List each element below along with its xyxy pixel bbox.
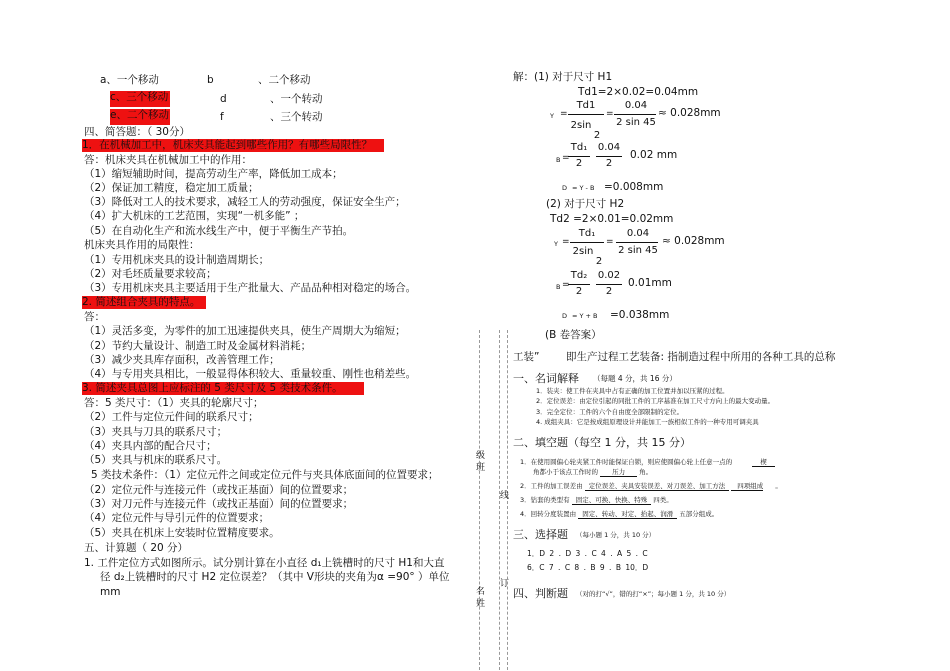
result: 0.02 mm (630, 149, 678, 161)
tech-condition-item: （3）对刀元件与连接元件（或找正基面）间的位置要求； (84, 498, 354, 510)
fill-q1: 1．在使用圆偏心轮夹紧工件时能保证自锁，则应使圆偏心轮上任意一点的 楔 (520, 458, 775, 467)
blank: 定位误差、夹具安装误差、对刀误差、加工方法 (585, 482, 730, 491)
section-3-note: （每小题 1 分，共 10 分） (576, 531, 656, 539)
section-2-title: 二、填空题（每空 1 分，共 15 分） (513, 436, 691, 449)
td2-line: Td2 =2×0.01=0.02mm (550, 213, 674, 225)
fill-q2: 2．工件的加工误差由 定位误差、夹具安装误差、对刀误差、加工方法 四项组成 。 (520, 482, 782, 490)
fraction-numerator: 0.04 (624, 100, 648, 111)
answer-2-item: （2）节约大量设计、制造工时及金属材料消耗； (84, 340, 312, 352)
symbol-b: B (556, 156, 561, 164)
calc-question-line: mm (100, 586, 121, 598)
fraction-numerator: Td₁ (570, 142, 588, 153)
class-label: 级班 (476, 451, 486, 473)
answer-1-item: （1）缩短辅助时间，提高劳动生产率，降低加工成本； (84, 168, 343, 180)
gongzhuang-definition: 即生产过程工艺装备: 指制造过程中所用的各种工具的总称 (566, 351, 836, 363)
question-2: 2. 简述组合夹具的特点。 (82, 296, 206, 309)
fraction-denominator: 2 sin 45 (618, 245, 658, 256)
question-1: 1．在机械加工中，机床夹具能起到哪些作用？有哪些局限性？ (82, 139, 384, 152)
section4-title: 四、简答题：（ 30分） (84, 126, 190, 138)
fraction-denominator: 2 (605, 286, 613, 297)
fraction-denominator: 2 (593, 130, 601, 141)
bind-label: 订 (500, 579, 510, 589)
fill-q4: 4．回转分度装置由 固定、转动、对定、抬起、润滑 五部分组成。 (520, 510, 719, 518)
td1-line: Td1=2×0.02=0.04mm (578, 86, 699, 98)
answer-3-item: （2）工件与定位元件间的联系尺寸； (84, 411, 259, 423)
symbol-y: Y (554, 240, 558, 248)
fraction-numerator: 0.02 (597, 270, 621, 281)
result: 0.01mm (628, 277, 672, 289)
answer-1-item: （5）在自动化生产和流水线生产中，便于平衡生产节拍。 (84, 225, 354, 237)
blank: 固定、转动、对定、抬起、润滑 (578, 510, 677, 519)
fraction-denominator: 2 (575, 158, 583, 169)
fraction-denominator: 2 (575, 286, 583, 297)
b-answer-title: (B 卷答案） (545, 329, 602, 341)
option-d: d (220, 93, 227, 105)
tech-condition-item: （2）定位元件与连接元件（或找正基面）间的位置要求； (84, 484, 354, 496)
fraction-denominator: 2 (605, 158, 613, 169)
fraction-denominator: 2sin (572, 246, 594, 257)
fraction-denominator: 2sin (570, 120, 592, 131)
equals: = (562, 237, 570, 247)
answer-2-item: （4）与专用夹具相比，一般显得体积较大、重量较重、刚性也稍差些。 (84, 368, 417, 380)
fraction-numerator: Td₂ (570, 270, 588, 281)
equals: = (562, 153, 570, 163)
fraction-numerator: 0.04 (597, 142, 621, 153)
answer-2-intro: 答： (84, 311, 105, 323)
symbol-d: D (562, 312, 568, 320)
term-item: 3．完全定位：工件的六个自由度全部限制的定位。 (536, 408, 684, 416)
option-f-text: 、三个转动 (270, 111, 323, 123)
choice-answers-row: 1．D 2 . D 3 . C 4 . A 5 . C (527, 549, 648, 558)
result: =0.008mm (604, 181, 664, 193)
answer-3-item: （3）夹具与刀具的联系尺寸； (84, 426, 228, 438)
option-d-text: 、一个转动 (270, 93, 323, 105)
question-3: 3. 简述夹具总图上应标注的 5 类尺寸及 5 类技术条件。 (82, 382, 364, 395)
limitation-item: （1）专用机床夹具的设计制造周期长； (84, 254, 270, 266)
term-item: 2．定位误差：由定位引起的同批工件的工序基准在加工尺寸方向上的最大变动量。 (536, 397, 775, 405)
tech-conditions-intro: 5 类技术条件：（1）定位元件之间或定位元件与夹具体底面间的位置要求； (91, 469, 439, 481)
tech-condition-item: （4）定位元件与导引元件的位置要求； (84, 512, 270, 524)
fill-q3: 3．钻套的类型有 固定、可换、快换、特殊 四类。 (520, 496, 673, 504)
calc-question-line: 1. 工件定位方式如图所示。试分别计算在小直径 d₁上铣槽时的尺寸 H1和大直 (84, 557, 445, 569)
blank: 固定、可换、快换、特殊 (572, 496, 652, 505)
option-a: a、一个移动 (100, 74, 159, 86)
option-b: b (207, 74, 214, 86)
option-e: e、二个移动 (110, 109, 170, 125)
result: ≈ 0.028mm (658, 107, 721, 119)
fill-q1-cont: 角都小于该点工作时的 压力 角。 (533, 468, 653, 476)
section-1-title: 一、名词解释 (513, 372, 579, 385)
choice-answers-row: 6．C 7 . C 8 . B 9 . B 10．D (527, 563, 649, 572)
fraction-denominator: 2 (595, 256, 603, 267)
blank: 楔 (752, 458, 775, 467)
answer-3-item: （5）夹具与机床的联系尺寸。 (84, 454, 228, 466)
result: =0.038mm (610, 309, 670, 321)
name-label: 名姓 (476, 587, 486, 609)
symbol-b: B (556, 283, 561, 291)
delta-expression: = Y + B (572, 312, 598, 320)
calc-question-line: 径 d₂上铣槽时的尺寸 H2 定位误差？（其中 V形块的夹角为α =90° ）单位 (100, 571, 450, 583)
answer-3-item: （4）夹具内部的配合尺寸； (84, 440, 217, 452)
answer-1-item: （4）扩大机床的工艺范围，实现“一机多能” ； (84, 210, 305, 222)
section5-title: 五、计算题（ 20 分） (84, 542, 189, 554)
symbol-y: Y (550, 112, 554, 120)
blank: 压力 (600, 468, 637, 477)
section-1-note: （每题 4 分，共 16 分） (593, 374, 677, 383)
result: ≈ 0.028mm (662, 235, 725, 247)
delta-expression: = Y - B (572, 184, 595, 192)
term-item: 1．装夹：使工件在夹具中占有正确的加工位置并加以压紧的过程。 (536, 387, 729, 395)
limitations-intro: 机床夹具作用的局限性： (84, 239, 200, 251)
option-c: c、三个移动 (110, 91, 170, 107)
solution-title-2: (2) 对于尺寸 H2 (546, 198, 625, 210)
equals: = (606, 237, 614, 247)
line-label: 线 (500, 491, 510, 501)
option-b-text: 、二个移动 (258, 74, 311, 86)
answer-1-item: （3）降低对工人的技术要求，减轻工人的劳动强度，保证安全生产； (84, 196, 406, 208)
solution-title-1: 解：(1) 对于尺寸 H1 (513, 71, 613, 83)
answer-1-item: （2）保证加工精度，稳定加工质量； (84, 182, 259, 194)
answer-2-item: （1）灵活多变，为零件的加工迅速提供夹具，使生产周期大为缩短； (84, 325, 406, 337)
answer-3-intro: 答：5 类尺寸：（1）夹具的轮廓尺寸； (84, 397, 264, 409)
symbol-d: D (562, 184, 568, 192)
tech-condition-item: （5）夹具在机床上安装时位置精度要求。 (84, 527, 280, 539)
fraction-numerator: 0.04 (626, 228, 650, 239)
equals: = (562, 280, 570, 290)
answer-1-intro: 答：机床夹具在机械加工中的作用： (84, 154, 252, 166)
gongzhuang-term: 工装” (513, 351, 540, 363)
limitation-item: （3）专用机床夹具主要适用于生产批量大、产品品种相对稳定的场合。 (84, 282, 417, 294)
equals: = (606, 109, 614, 119)
fraction-denominator: 2 sin 45 (616, 117, 656, 128)
fraction-numerator: Td1 (576, 100, 596, 111)
option-f: f (220, 111, 224, 123)
limitation-item: （2）对毛坯质量要求较高； (84, 268, 217, 280)
section-3-title: 三、选择题 (513, 528, 568, 541)
answer-2-item: （3）减少夹具库存面积，改善管理工作； (84, 354, 280, 366)
section-4-title: 四、判断题 (513, 587, 568, 600)
equals: = (560, 109, 568, 119)
fraction-numerator: Td₁ (578, 228, 596, 239)
section-4-note: （对的打“√”，错的打“×”；每小题 1 分，共 10 分） (576, 590, 731, 598)
term-item: 4. 成组夹具：它是按成组原理设计并能加工一族相似工件的一种专用可调夹具 (536, 418, 759, 426)
